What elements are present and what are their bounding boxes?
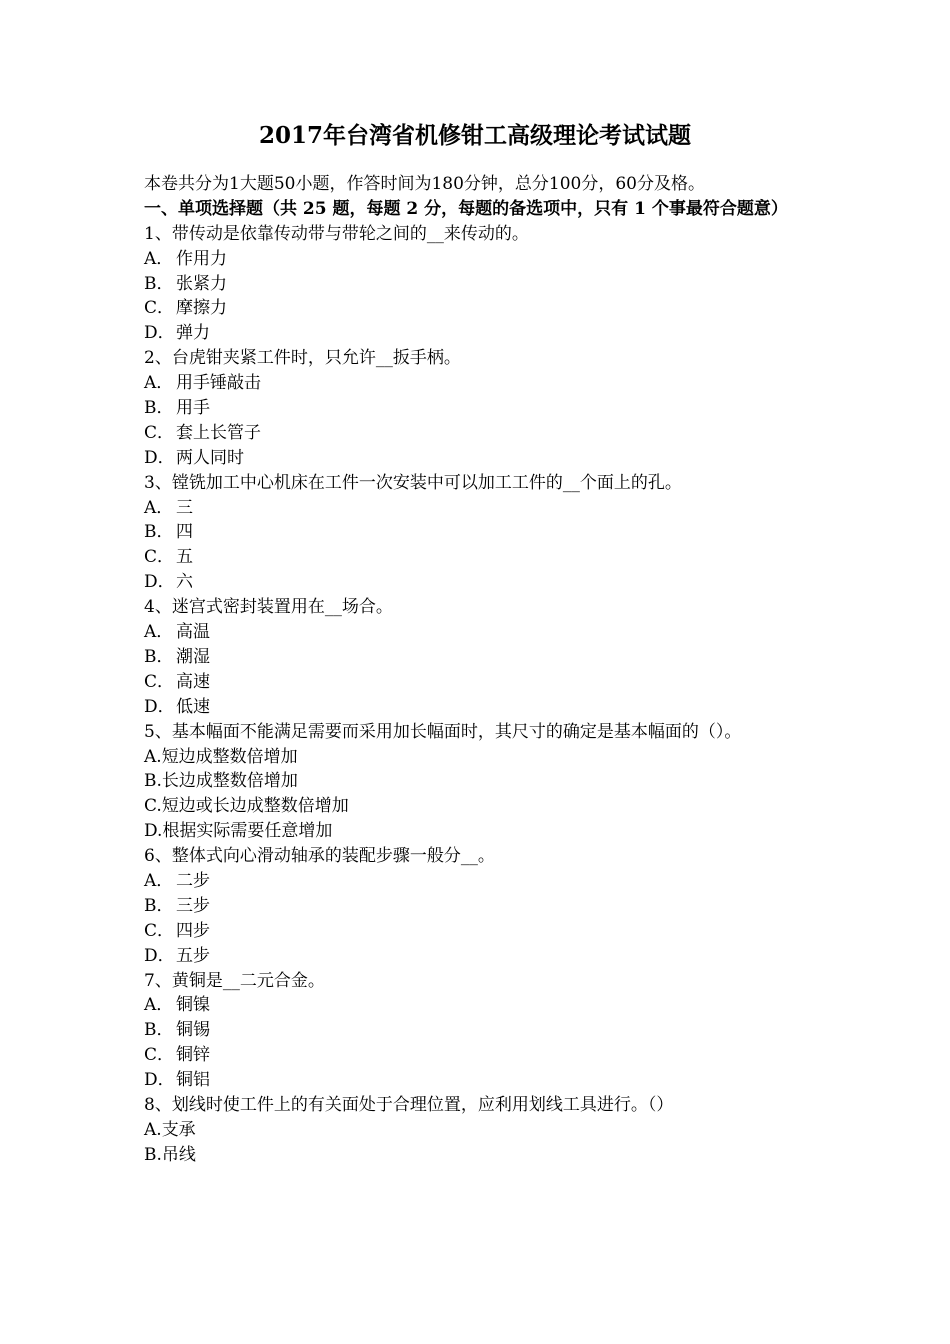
option-text: 摩擦力 xyxy=(176,298,227,319)
question-stem: 8、划线时使工件上的有关面处于合理位置，应利用划线工具进行。（） xyxy=(144,1094,674,1115)
option-list xyxy=(144,371,824,471)
option-list xyxy=(144,1118,824,1168)
option-label: A． xyxy=(144,995,174,1016)
option-label: D． xyxy=(144,1070,175,1091)
option-text: 张紧力 xyxy=(176,273,227,294)
option-text: 低速 xyxy=(176,696,210,717)
option-text: 长边成整数倍增加 xyxy=(161,771,298,792)
option-a xyxy=(144,371,824,396)
option-text: 六 xyxy=(176,572,193,593)
option-a xyxy=(144,993,824,1018)
option-c xyxy=(144,1043,824,1068)
option-d xyxy=(144,446,824,471)
option-a xyxy=(144,620,824,645)
option-text: 用手 xyxy=(176,398,210,419)
option-text: 短边或长边成整数倍增加 xyxy=(161,796,349,817)
option-label: A． xyxy=(144,622,174,643)
option-label: D． xyxy=(144,572,175,593)
option-c xyxy=(144,421,824,446)
option-list xyxy=(144,247,824,347)
option-text: 铜铝 xyxy=(176,1070,210,1091)
option-a xyxy=(144,745,824,770)
option-d xyxy=(144,944,824,969)
option-text: 铜镍 xyxy=(176,995,210,1016)
option-c xyxy=(144,919,824,944)
option-label: B. xyxy=(144,1144,162,1165)
option-text: 高温 xyxy=(176,622,210,643)
option-text: 五步 xyxy=(176,945,210,966)
option-label: B． xyxy=(144,273,174,294)
option-d xyxy=(144,819,824,844)
option-label: B． xyxy=(144,646,174,667)
option-list xyxy=(144,620,824,720)
option-text: 用手锤敲击 xyxy=(176,373,261,394)
option-label: C． xyxy=(144,547,175,568)
option-label: B． xyxy=(144,522,174,543)
option-d xyxy=(144,1068,824,1093)
option-a xyxy=(144,1118,824,1143)
section-heading: 一、单项选择题（共 25 题，每题 2 分，每题的备选项中，只有 1 个事最符合题意） xyxy=(144,198,788,219)
option-label: C． xyxy=(144,920,175,941)
option-c xyxy=(144,794,824,819)
option-text: 二步 xyxy=(176,870,210,891)
option-label: C． xyxy=(144,298,175,319)
exam-body xyxy=(144,172,824,1168)
question-3 xyxy=(144,471,824,595)
option-list xyxy=(144,869,824,969)
option-text: 三步 xyxy=(176,895,210,916)
option-label: B． xyxy=(144,1020,174,1041)
option-label: A． xyxy=(144,870,174,891)
option-text: 根据实际需要任意增加 xyxy=(162,821,333,842)
option-text: 五 xyxy=(176,547,193,568)
exam-intro: 本卷共分为1大题50小题，作答时间为180分钟，总分100分，60分及格。 xyxy=(144,174,705,194)
question-stem: 5、基本幅面不能满足需要而采用加长幅面时，其尺寸的确定是基本幅面的（）。 xyxy=(144,721,742,742)
option-label: A. xyxy=(144,1119,162,1140)
option-text: 潮湿 xyxy=(176,646,210,667)
option-c xyxy=(144,545,824,570)
question-stem: 3、镗铣加工中心机床在工件一次安装中可以加工工件的__个面上的孔。 xyxy=(144,472,682,493)
option-label: D． xyxy=(144,447,175,468)
question-1 xyxy=(144,222,824,346)
option-label: A． xyxy=(144,497,174,518)
option-label: C. xyxy=(144,796,162,817)
option-label: D． xyxy=(144,696,175,717)
option-label: C． xyxy=(144,1045,175,1066)
option-label: B. xyxy=(144,771,162,792)
option-text: 套上长管子 xyxy=(176,422,261,443)
option-a xyxy=(144,247,824,272)
question-6 xyxy=(144,844,824,968)
option-a xyxy=(144,496,824,521)
option-b xyxy=(144,645,824,670)
option-label: A． xyxy=(144,373,174,394)
option-text: 高速 xyxy=(176,671,210,692)
option-c xyxy=(144,296,824,321)
question-7 xyxy=(144,969,824,1093)
option-b xyxy=(144,1143,824,1168)
option-text: 弹力 xyxy=(176,323,210,344)
option-label: C． xyxy=(144,671,175,692)
option-text: 铜锡 xyxy=(176,1020,210,1041)
option-b xyxy=(144,769,824,794)
option-text: 作用力 xyxy=(176,248,227,269)
option-d xyxy=(144,695,824,720)
option-text: 铜锌 xyxy=(176,1045,210,1066)
option-list xyxy=(144,993,824,1093)
question-list xyxy=(144,222,824,1168)
option-c xyxy=(144,670,824,695)
question-8 xyxy=(144,1093,824,1168)
option-text: 两人同时 xyxy=(176,447,244,468)
question-stem: 6、整体式向心滑动轴承的装配步骤一般分__。 xyxy=(144,846,495,867)
option-label: C． xyxy=(144,422,175,443)
question-stem: 1、带传动是依靠传动带与带轮之间的__来传动的。 xyxy=(144,223,529,244)
question-5 xyxy=(144,720,824,844)
option-d xyxy=(144,570,824,595)
option-b xyxy=(144,520,824,545)
option-list xyxy=(144,745,824,845)
option-a xyxy=(144,869,824,894)
option-b xyxy=(144,1018,824,1043)
option-label: D． xyxy=(144,945,175,966)
question-4 xyxy=(144,595,824,719)
option-text: 支承 xyxy=(161,1119,196,1140)
option-list xyxy=(144,496,824,596)
option-text: 四步 xyxy=(176,920,210,941)
option-b xyxy=(144,396,824,421)
option-b xyxy=(144,894,824,919)
option-label: D． xyxy=(144,323,175,344)
option-label: A. xyxy=(144,746,162,767)
option-label: B． xyxy=(144,895,174,916)
option-d xyxy=(144,321,824,346)
option-label: B． xyxy=(144,398,174,419)
question-stem: 2、台虎钳夹紧工件时，只允许__扳手柄。 xyxy=(144,348,461,369)
option-b xyxy=(144,272,824,297)
option-text: 三 xyxy=(176,497,193,518)
option-text: 吊线 xyxy=(161,1144,196,1165)
question-stem: 7、黄铜是__二元合金。 xyxy=(144,970,325,991)
option-text: 四 xyxy=(176,522,193,543)
question-stem: 4、迷宫式密封装置用在__场合。 xyxy=(144,597,393,618)
option-label: A． xyxy=(144,248,174,269)
page-title: 2017年台湾省机修钳工高级理论考试试题 xyxy=(258,122,691,149)
question-2 xyxy=(144,346,824,470)
option-text: 短边成整数倍增加 xyxy=(161,746,298,767)
option-label: D. xyxy=(144,821,163,842)
